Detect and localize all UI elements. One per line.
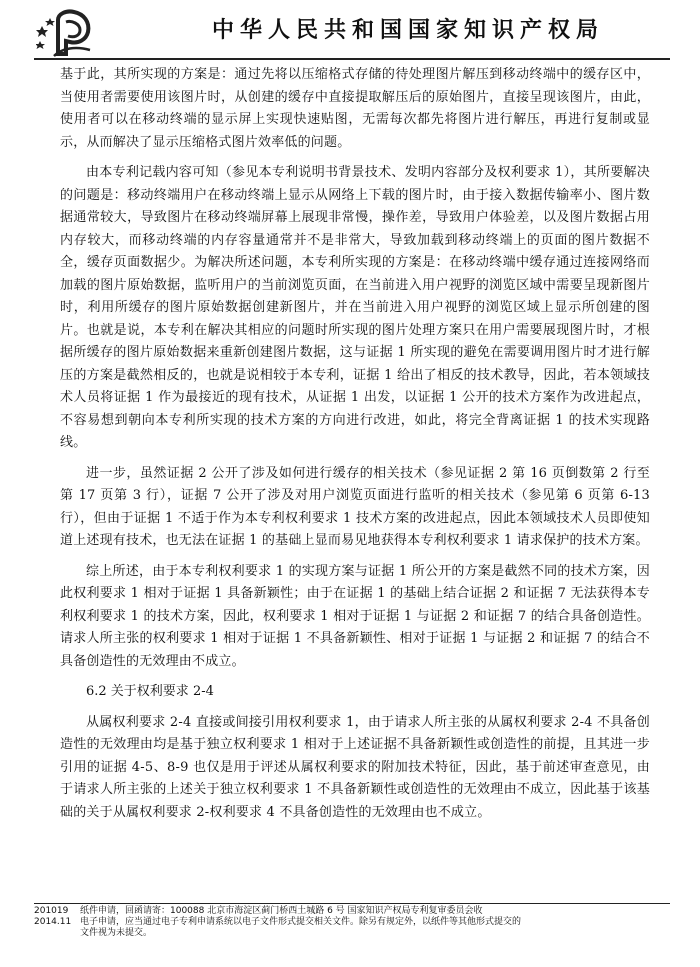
footer-row [34, 917, 670, 928]
paragraph-3: 进一步，虽然证据 2 公开了涉及如何进行缓存的相关技术（参见证据 2 第 16 页倒数第 2 行至第 17 页第 3 行），证据 7 公开了涉及对用户浏览页面进行监听的相关技术（参见第 6 页第 6-13 行），但由于证据 1 不适于作为本专利权利要求 1 技术方案的改进起点，因此本领域技术人员即使知道上述现有技术，也无法在证据 1 的基础上显而易见地获得本专利权利要求 1 请求保护的技术方案。 [60, 465, 650, 548]
footer-divider [34, 903, 670, 904]
paragraph-4: 综上所述，由于本专利权利要求 1 的实现方案与证据 1 所公开的方案是截然不同的技术方案，因此权利要求 1 相对于证据 1 具备新颖性；由于在证据 1 的基础上结合证据 2 和证据 7 无法获得本专利权利要求 1 的技术方案，因此，权利要求 1 相对于证据 1 与证据 2 和证据 7 的结合具备创造性。请求人所主张的权利要求 1 相对于证据 1 不具备新颖性、相对于证据 1 与证据 2 和证据 7 的结合不具备创造性的无效理由不成立。 [60, 563, 650, 669]
footer-electronic-instruction: 电子申请，应当通过电子专利申请系统以电子文件形式提交相关文件。除另有规定外，以纸件等其他形式提交的 [80, 917, 522, 927]
sipo-emblem-icon [36, 8, 94, 58]
footer-row [34, 906, 670, 917]
page-footer [34, 903, 670, 939]
form-code: 201019 [34, 906, 69, 916]
footer-row [34, 928, 670, 939]
footer-electronic-instruction-cont: 文件视为未提交。 [80, 928, 153, 938]
page-header [0, 0, 700, 64]
organization-title: 中华人民共和国国家知识产权局 [211, 18, 604, 43]
paragraph-2: 由本专利记载内容可知（参见本专利说明书背景技术、发明内容部分及权利要求 1），其所要解决的问题是：移动终端用户在移动终端上显示从网络上下载的图片时，由于接入数据传输率小、图片数据通常较大，导致图片在移动终端屏幕上展现非常慢，操作差，导致用户体验差，以及图片数据占用内存较大，而移动终端的内存容量通常并不是非常大，导致加载到移动终端上的页面的图片数据不全，缓存页面数据少。为解决所述问题，本专利所实现的方案是：在移动终端中缓存通过连接网络而加载的图片原始数据，监听用户的当前浏览页面，在当前进入用户视野的浏览区域中需要呈现新图片时，利用所缓存的图片原始数据创建新图片，并在当前进入用户视野的浏览区域上显示所创建的图片。也就是说，本专利在解决其相应的问题时所实现的图片处理方案只在用户需要展现图片时，才根据所缓存的图片原始数据来重新创建图片数据，这与证据 1 所实现的避免在需要调用图片时才进行解压的方案是截然相反的，也就是说相较于本专利，证据 1 给出了相反的技术教导，因此，若本领域技术人员将证据 1 作为最接近的现有技术，从证据 1 出发，以证据 1 公开的技术方案作为改进起点，不容易想到朝向本专利所实现的技术方案的方向进行改进，如此，将完全背离证据 1 的技术实现路线。 [60, 165, 650, 450]
footer-mail-instruction: 纸件申请，回函请寄：100088 北京市海淀区蓟门桥西土城路 6 号 国家知识产权局专利复审委员会收 [80, 906, 483, 916]
paragraph-5: 从属权利要求 2-4 直接或间接引用权利要求 1，由于请求人所主张的从属权利要求 2-4 不具备创造性的无效理由均是基于独立权利要求 1 相对于上述证据不具备新颖性或创造性的前提，且其进一步引用的证据 4-5、8-9 也仅是用于评述从属权利要求的附加技术特征，因此，基于前述审查意见，由于请求人所主张的上述关于独立权利要求 1 不具备新颖性或创造性的无效理由不成立，因此基于该基础的关于从属权利要求 2-权利要求 4 不具备创造性的无效理由也不成立。 [60, 714, 650, 820]
document-body [60, 64, 650, 824]
paragraph-1: 基于此，其所实现的方案是：通过先将以压缩格式存储的待处理图片解压到移动终端中的缓存区中，当使用者需要使用该图片时，从创建的缓存中直接提取解压后的原始图片，直接呈现该图片，由此，使用者可以在移动终端的显示屏上实现快速贴图，无需每次都先将图片进行解压，再进行复制或显示，从而解决了显示压缩格式图片效率低的问题。 [60, 67, 650, 150]
header-divider [34, 58, 670, 60]
section-heading: 6.2 关于权利要求 2-4 [86, 684, 214, 699]
form-version: 2014.11 [34, 917, 72, 927]
